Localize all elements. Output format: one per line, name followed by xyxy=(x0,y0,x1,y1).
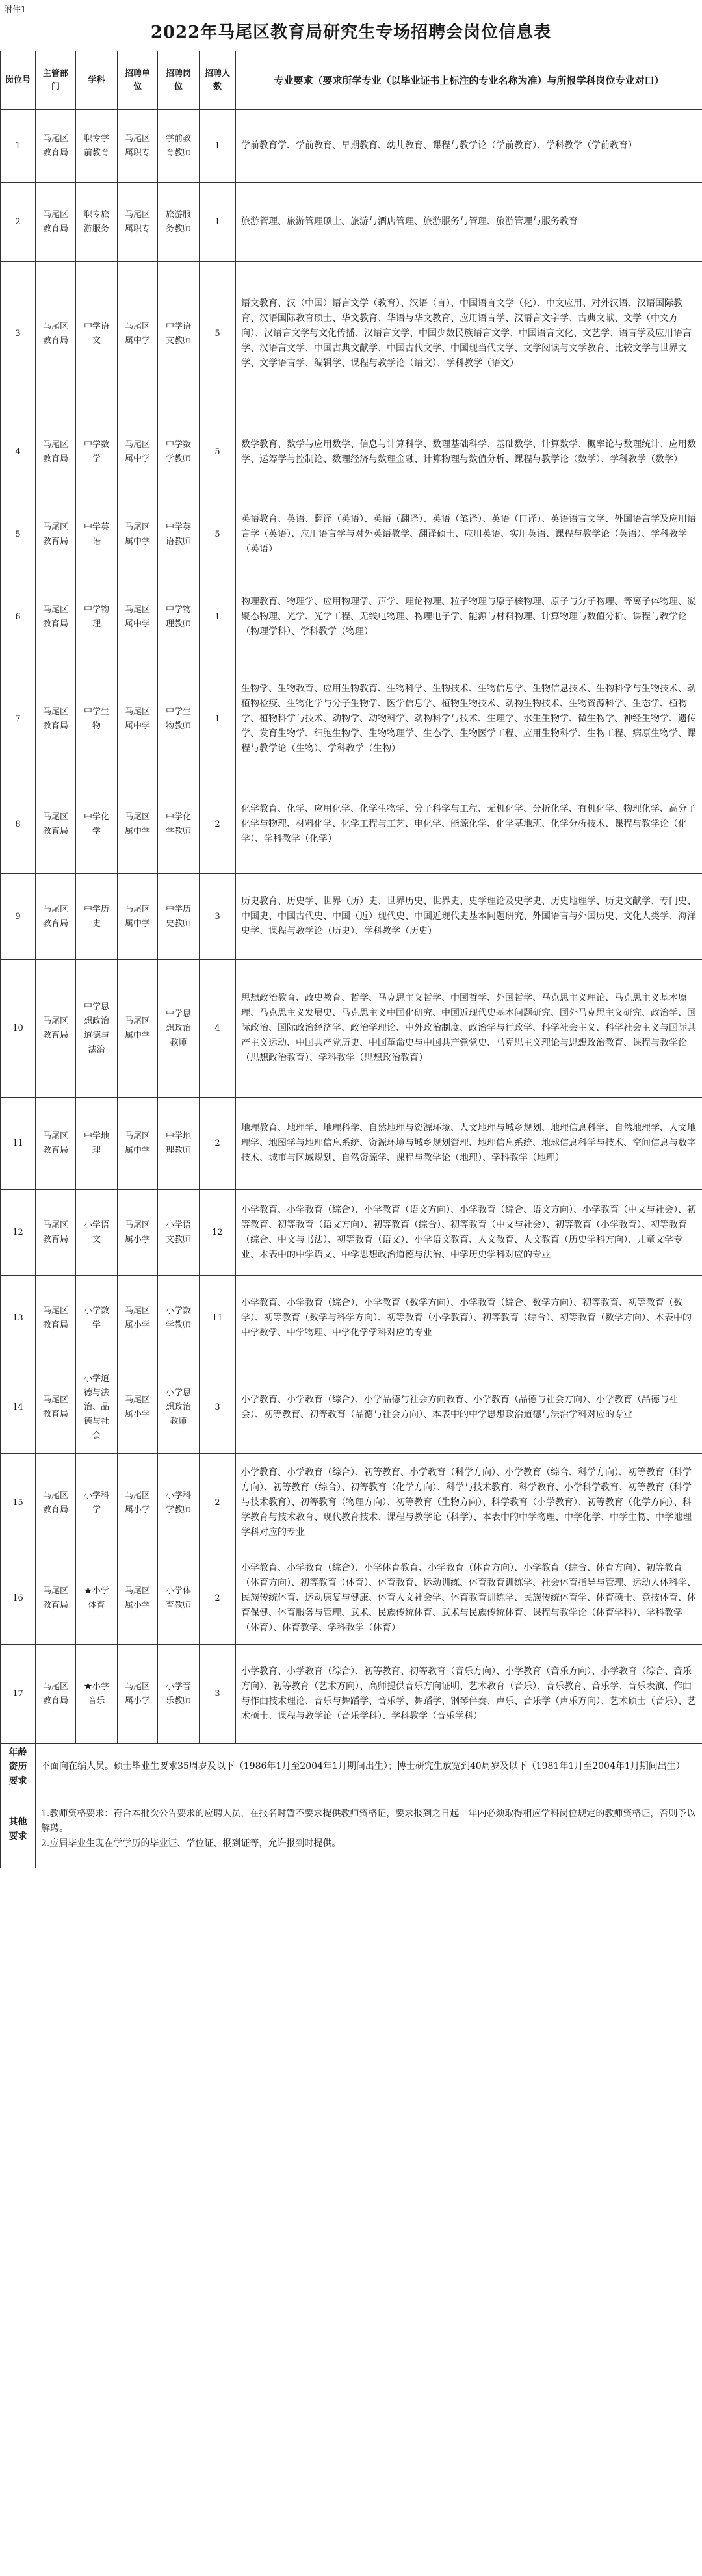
table-row xyxy=(1,406,702,498)
row-dept: 马尾区教育局 xyxy=(36,1190,76,1276)
positions-table xyxy=(0,51,702,1868)
row-req: 化学教育、化学、应用化学、化学生物学、分子科学与工程、无机化学、分析化学、有机化学、物理化学、高分子化学与物理、材料化学、化学工程与工艺、电化学、能源化学、化学基地班、化学分析技术、课程与教学论（化学）、学科教学（化学） xyxy=(236,775,702,874)
table-row xyxy=(1,183,702,262)
row-seq: 14 xyxy=(1,1361,36,1454)
header-count: 招聘人数 xyxy=(200,51,236,110)
row-count: 3 xyxy=(200,1645,236,1744)
row-count: 3 xyxy=(200,1361,236,1454)
row-seq: 12 xyxy=(1,1190,36,1276)
row-req: 小学教育、小学教育（综合）、小学体育教育、小学教育（体育方向）、小学教育（综合、体育方向）、初等教育（体育方向）、初等教育（体育）、体育教育、运动训练、体育教育训练学、社会体育指导与管理、运动人体科学、民族传统体育、运动康复与健康、体育人文社会学、体育教育训练学、民族传统体育学、体育硕士、竞技体育、体育保健、体育服务与管理、武术、民族传统体育、武术与民族传统体育、课程与教学论（体育学科）、学科教学（体育）、体育教学、学科教学（体育） xyxy=(236,1552,702,1645)
row-unit: 马尾区属中学 xyxy=(118,498,158,571)
row-unit: 马尾区属小学 xyxy=(118,1361,158,1454)
row-dept: 马尾区教育局 xyxy=(36,110,76,183)
row-position: 小学音乐教师 xyxy=(158,1645,200,1744)
row-position: 旅游服务教师 xyxy=(158,183,200,262)
row-count: 1 xyxy=(200,110,236,183)
row-req: 小学教育、小学教育（综合）、小学教育（语文方向）、小学教育（综合、语文方向）、小学教育（中文与社会）、初等教育、初等教育（语文方向）、初等教育（综合）、初等教育（中文与社会）、初等教育（小学教育）、初等教育（综合、中文与书法）、初等教育（语文）、小学语文教育、人文教育、人文教育（历史学科方向）、儿童文学专业、本表中的中学语文、中学思想政治道德与法治、中学历史学科对应的专业 xyxy=(236,1190,702,1276)
row-req: 语文教育、汉（中国）语言文学（教育）、汉语（言）、中国语言文学（化）、中文应用、对外汉语、汉语国际教育、汉语国际教育硕士、华文教育、华语与华文教育、应用语言学、汉语言文字学、古典文献、文学（中文方向）、汉语言文学与文化传播、汉语言文学、中国少数民族语言文学、中国语言文化、文艺学、语言学及应用语言学、汉语言文学、中国古典文献学、中国古代文学、中国现当代文学、文学阅读与文学教育、比较文学与世界文学、文学语言学、编辑学、课程与教学论（语文）、学科教学（语文） xyxy=(236,262,702,406)
row-subject: 中学生物 xyxy=(76,663,118,775)
row-dept: 马尾区教育局 xyxy=(36,663,76,775)
row-count: 4 xyxy=(200,960,236,1098)
row-req: 旅游管理、旅游管理硕士、旅游与酒店管理、旅游服务与管理、旅游管理与服务教育 xyxy=(236,183,702,262)
row-subject: 中学物理 xyxy=(76,571,118,663)
attachment-label: 附件1 xyxy=(4,5,27,15)
row-unit: 马尾区属中学 xyxy=(118,406,158,498)
row-position: 中学语文教师 xyxy=(158,262,200,406)
row-position: 小学思想政治教师 xyxy=(158,1361,200,1454)
row-req: 小学教育、小学教育（综合）、小学品德与社会方向教育、小学教育（品德与社会方向）、小学教育（品德与社会）、初等教育、初等教育（品德与社会方向）、本表中的中学思想政治道德与法治学科对应的专业 xyxy=(236,1361,702,1454)
row-subject: 职专学前教育 xyxy=(76,110,118,183)
row-req: 小学教育、小学教育（综合）、小学教育（数学方向）、小学教育（综合、数学方向）、初等教育、初等教育（数学）、初等教育（数学与科学方向）、初等教育（小学教育）、初等教育（综合）、初等教育（数学方向）、本表中的中学数学、中学物理、中学化学学科对应的专业 xyxy=(236,1276,702,1361)
table-row xyxy=(1,110,702,183)
row-seq: 3 xyxy=(1,262,36,406)
row-position: 中学生物教师 xyxy=(158,663,200,775)
row-req: 思想政治教育、政史教育、哲学、马克思主义哲学、中国哲学、外国哲学、马克思主义理论、马克思主义基本原理、马克思主义发展史、马克思主义中国化研究、中国近现代史基本问题研究、国外马克思主义研究、政治学、国际政治、国际政治经济学、政治学理论、中外政治制度、政治学与行政学、科学社会主义、科学社会主义与国际共产主义运动、中国共产党历史、中国革命史与中国共产党党史、马克思主义理论与思想政治教育、课程与教学论（思想政治教育）、学科教学（思想政治教育） xyxy=(236,960,702,1098)
row-dept: 马尾区教育局 xyxy=(36,874,76,960)
row-subject: 中学数学 xyxy=(76,406,118,498)
row-count: 2 xyxy=(200,775,236,874)
row-seq: 6 xyxy=(1,571,36,663)
row-dept: 马尾区教育局 xyxy=(36,571,76,663)
table-row xyxy=(1,1645,702,1744)
row-position: 小学体育教师 xyxy=(158,1552,200,1645)
row-unit: 马尾区属小学 xyxy=(118,1190,158,1276)
row-req: 数学教育、数学与应用数学、信息与计算科学、数理基础科学、基础数学、计算数学、概率论与数理统计、应用数学、运筹学与控制论、数理经济与数理金融、计算物理与数值分析、课程与教学论（数学）、学科教学（数学） xyxy=(236,406,702,498)
row-unit: 马尾区属小学 xyxy=(118,1454,158,1552)
table-row xyxy=(1,498,702,571)
header-dept: 主管部门 xyxy=(36,51,76,110)
row-dept: 马尾区教育局 xyxy=(36,1098,76,1190)
table-row xyxy=(1,775,702,874)
header-position: 招聘岗位 xyxy=(158,51,200,110)
row-unit: 马尾区属中学 xyxy=(118,874,158,960)
header-req: 专业要求（要求所学专业（以毕业证书上标注的专业名称为准）与所报学科岗位专业对口） xyxy=(236,51,702,110)
row-count: 1 xyxy=(200,663,236,775)
age-requirement-label: 年龄资历要求 xyxy=(1,1744,36,1790)
row-seq: 10 xyxy=(1,960,36,1098)
row-seq: 2 xyxy=(1,183,36,262)
age-requirement-row xyxy=(1,1744,702,1790)
row-dept: 马尾区教育局 xyxy=(36,1361,76,1454)
row-position: 小学科学教师 xyxy=(158,1454,200,1552)
row-subject: 中学历史 xyxy=(76,874,118,960)
table-row xyxy=(1,1361,702,1454)
other-requirement-item-2: 2.应届毕业生现在学学历的毕业证、学位证、报到证等，允许报到时提供。 xyxy=(41,1838,341,1849)
row-count: 2 xyxy=(200,1552,236,1645)
row-seq: 1 xyxy=(1,110,36,183)
other-requirement-text xyxy=(36,1790,702,1868)
row-req: 生物学、生物教育、应用生物教育、生物科学、生物技术、生物信息学、生物信息技术、生物科学与生物技术、动植物检疫、生物化学与分子生物学、医学信息学、植物生物技术、动物生物技术、生物资源科学、生态学、植物学、植物科学与技术、动物学、动物科学、动物科学与技术、生理学、水生生物学、微生物学、神经生物学、遗传学、发育生物学、细胞生物学、生物物理学、生态学、生物医学工程、应用生物科学、生物工程、病原生物学、课程与教学论（生物）、学科教学（生物） xyxy=(236,663,702,775)
row-subject: 中学语文 xyxy=(76,262,118,406)
row-count: 3 xyxy=(200,874,236,960)
row-req: 地理教育、地理学、地理科学、自然地理与资源环境、人文地理与城乡规划、地理信息科学、自然地理学、人文地理学、地图学与地理信息系统、资源环境与城乡规划管理、地理信息系统、地球信息科学与技术、空间信息与数字技术、城市与区域规划、自然资源学、课程与教学论（地理）、学科教学（地理） xyxy=(236,1098,702,1190)
table-row xyxy=(1,571,702,663)
header-seq: 岗位号 xyxy=(1,51,36,110)
table-row xyxy=(1,1552,702,1645)
row-unit: 马尾区属中学 xyxy=(118,262,158,406)
row-unit: 马尾区属中学 xyxy=(118,571,158,663)
row-count: 2 xyxy=(200,1454,236,1552)
row-dept: 马尾区教育局 xyxy=(36,498,76,571)
row-position: 中学物理教师 xyxy=(158,571,200,663)
table-row xyxy=(1,1190,702,1276)
row-position: 中学思想政治教师 xyxy=(158,960,200,1098)
row-unit: 马尾区属小学 xyxy=(118,1552,158,1645)
header-unit: 招聘单位 xyxy=(118,51,158,110)
row-position: 小学语文教师 xyxy=(158,1190,200,1276)
row-unit: 马尾区属小学 xyxy=(118,1645,158,1744)
page-title: 2022年马尾区教育局研究生专场招聘会岗位信息表 xyxy=(150,23,552,42)
row-dept: 马尾区教育局 xyxy=(36,1454,76,1552)
row-count: 11 xyxy=(200,1276,236,1361)
row-dept: 马尾区教育局 xyxy=(36,262,76,406)
row-req: 小学教育、小学教育（综合）、初等教育、初等教育（音乐方向）、小学教育（音乐方向）、小学教育（综合、音乐方向）、初等教育（艺术方向）、高师提供音乐方向证明、艺术教育（音乐）、音乐教育、音乐学、音乐表演、作曲与作曲技术理论、音乐与舞蹈学、音乐学、舞蹈学、钢琴伴奏、声乐、音乐学（声乐方向）、艺术硕士（音乐）、艺术硕士、课程与教学论（音乐学科）、学科教学（音乐学科） xyxy=(236,1645,702,1744)
row-position: 小学数学教师 xyxy=(158,1276,200,1361)
other-requirement-row xyxy=(1,1790,702,1868)
row-seq: 7 xyxy=(1,663,36,775)
row-subject: 中学化学 xyxy=(76,775,118,874)
row-subject: 中学地理 xyxy=(76,1098,118,1190)
row-position: 中学数学教师 xyxy=(158,406,200,498)
row-dept: 马尾区教育局 xyxy=(36,1552,76,1645)
row-count: 12 xyxy=(200,1190,236,1276)
row-seq: 4 xyxy=(1,406,36,498)
row-subject: 职专旅游服务 xyxy=(76,183,118,262)
row-count: 5 xyxy=(200,262,236,406)
row-count: 2 xyxy=(200,1098,236,1190)
row-position: 中学英语教师 xyxy=(158,498,200,571)
table-row xyxy=(1,1276,702,1361)
row-subject: ★小学音乐 xyxy=(76,1645,118,1744)
row-seq: 16 xyxy=(1,1552,36,1645)
table-row xyxy=(1,663,702,775)
row-dept: 马尾区教育局 xyxy=(36,1276,76,1361)
row-position: 学前教育教师 xyxy=(158,110,200,183)
row-unit: 马尾区属中学 xyxy=(118,775,158,874)
row-seq: 17 xyxy=(1,1645,36,1744)
row-unit: 马尾区属中学 xyxy=(118,960,158,1098)
row-dept: 马尾区教育局 xyxy=(36,406,76,498)
row-count: 1 xyxy=(200,183,236,262)
table-row xyxy=(1,1454,702,1552)
row-unit: 马尾区属职专 xyxy=(118,110,158,183)
row-seq: 15 xyxy=(1,1454,36,1552)
row-dept: 马尾区教育局 xyxy=(36,775,76,874)
row-position: 中学地理教师 xyxy=(158,1098,200,1190)
table-header-row xyxy=(1,51,702,110)
row-subject: 中学思想政治道德与法治 xyxy=(76,960,118,1098)
row-req: 历史教育、历史学、世界（历）史、世界历史、世界史、史学理论及史学史、历史地理学、历史文献学、专门史、中国史、中国古代史、中国（近）现代史、中国近现代史基本问题研究、外国语言与外国历史、文化人类学、海洋史学、课程与教学论（历史）、学科教学（历史） xyxy=(236,874,702,960)
row-seq: 11 xyxy=(1,1098,36,1190)
table-row xyxy=(1,1098,702,1190)
row-seq: 13 xyxy=(1,1276,36,1361)
table-row xyxy=(1,960,702,1098)
row-dept: 马尾区教育局 xyxy=(36,1645,76,1744)
row-count: 1 xyxy=(200,571,236,663)
row-subject: 小学科学 xyxy=(76,1454,118,1552)
row-req: 物理教育、物理学、应用物理学、声学、理论物理、粒子物理与原子核物理、原子与分子物理、等离子体物理、凝聚态物理、光学、光学工程、无线电物理、物理电子学、能源与材料物理、计算物理与数值分析、课程与教学论（物理学科）、学科教学（物理） xyxy=(236,571,702,663)
row-count: 5 xyxy=(200,498,236,571)
row-subject: 小学数学 xyxy=(76,1276,118,1361)
row-unit: 马尾区属中学 xyxy=(118,1098,158,1190)
other-requirement-item-1: 1.教师资格要求：符合本批次公告要求的应聘人员，在报名时暂不要求提供教师资格证，要求报到之日起一年内必须取得相应学科岗位规定的教师资格证，否则予以解聘。 xyxy=(41,1809,696,1834)
row-position: 中学化学教师 xyxy=(158,775,200,874)
row-subject: 小学道德与法治、品德与社会 xyxy=(76,1361,118,1454)
table-row xyxy=(1,874,702,960)
row-req: 学前教育学、学前教育、早期教育、幼儿教育、课程与教学论（学前教育）、学科教学（学前教育） xyxy=(236,110,702,183)
row-dept: 马尾区教育局 xyxy=(36,183,76,262)
row-unit: 马尾区属中学 xyxy=(118,663,158,775)
row-req: 英语教育、英语、翻译（英语）、英语（翻译）、英语（笔译）、英语（口译）、英语语言文学、外国语言学及应用语言学（英语）、应用语言学与对外英语教学、翻译硕士、应用英语、实用英语、课程与教学论（英语）、学科教学（英语） xyxy=(236,498,702,571)
row-seq: 5 xyxy=(1,498,36,571)
table-row xyxy=(1,262,702,406)
row-seq: 9 xyxy=(1,874,36,960)
row-unit: 马尾区属小学 xyxy=(118,1276,158,1361)
header-subject: 学科 xyxy=(76,51,118,110)
row-subject: 小学语文 xyxy=(76,1190,118,1276)
row-count: 5 xyxy=(200,406,236,498)
row-subject: 中学英语 xyxy=(76,498,118,571)
row-unit: 马尾区属职专 xyxy=(118,183,158,262)
row-subject: ★小学体育 xyxy=(76,1552,118,1645)
row-dept: 马尾区教育局 xyxy=(36,960,76,1098)
row-req: 小学教育、小学教育（综合）、初等教育、小学教育（科学方向）、小学教育（综合、科学方向）、初等教育（科学方向）、初等教育（综合）、初等教育（化学方向）、科学与技术教育、科学教育、小学科学教育、初等教育（科学与技术教育）、初等教育（物理方向）、初等教育（生物方向）、科学教育（小学教育）、初等教育（化学方向）、科学教育与技术教育、现代教育技术、课程与教学论（科学）、本表中的中学物理、中学化学、中学生物、中学地理学科对应的专业 xyxy=(236,1454,702,1552)
row-position: 中学历史教师 xyxy=(158,874,200,960)
age-requirement-text: 不面向在编人员。硕士毕业生要求35周岁及以下（1986年1月至2004年1月期间出生）；博士研究生放宽到40周岁及以下（1981年1月至2004年1月期间出生） xyxy=(36,1744,702,1790)
row-seq: 8 xyxy=(1,775,36,874)
other-requirement-label: 其他要求 xyxy=(1,1790,36,1868)
